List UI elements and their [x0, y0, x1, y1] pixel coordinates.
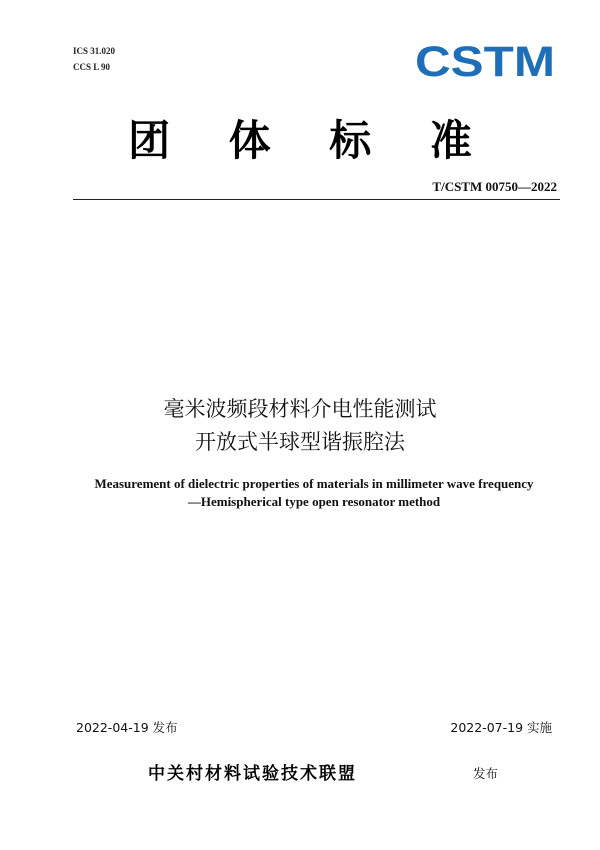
issue-date: 2022-04-19 发布: [76, 720, 178, 735]
ccs-code: CCS L 90: [73, 62, 111, 72]
chinese-title: [0, 393, 600, 459]
english-title-line-1: Measurement of dielectric properties of materials in millimeter wave frequency: [94, 476, 534, 491]
cstm-logo-graphic: [415, 42, 555, 80]
publish-label: 发布: [473, 766, 499, 781]
header-divider: [73, 199, 560, 200]
cstm-logo: [415, 42, 555, 80]
ics-code: ICS 31.020: [73, 46, 116, 56]
english-title-line-2: —Hemispherical type open resonator method: [187, 494, 441, 509]
chinese-title-line-2: 开放式半球型谐振腔法: [195, 430, 405, 454]
english-title: [0, 475, 600, 511]
standard-number: T/CSTM 00750—2022: [432, 179, 557, 194]
cstm-logo-text: CSTM: [415, 42, 555, 80]
classification-codes: [73, 43, 115, 75]
publisher-name: 中关村材料试验技术联盟: [148, 764, 357, 784]
implement-date: 2022-07-19 实施: [450, 720, 552, 735]
chinese-title-line-1: 毫米波频段材料介电性能测试: [163, 397, 437, 421]
standard-category-title: 团 体 标 准: [128, 116, 494, 165]
